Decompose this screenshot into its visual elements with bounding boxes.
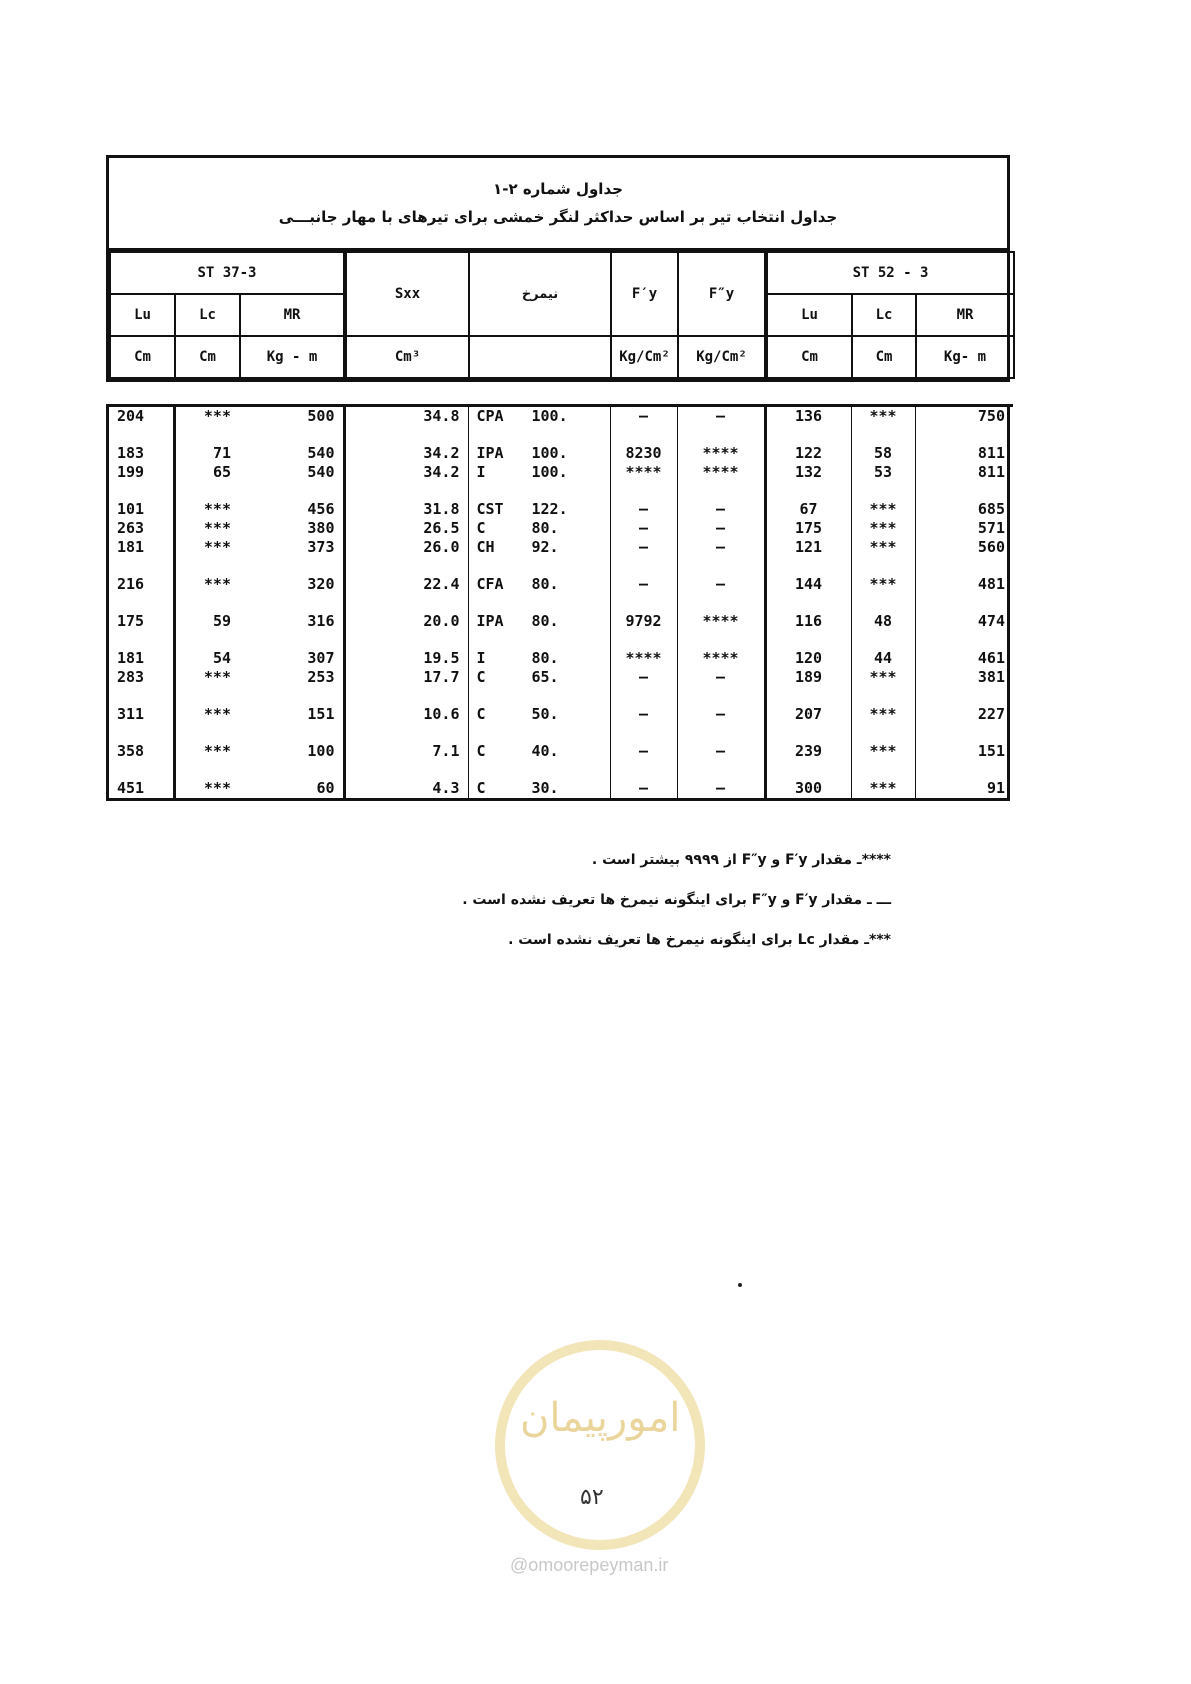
cell-profile	[468, 500, 610, 519]
cell-lu: 358	[109, 742, 174, 761]
cell-profile-type: I	[476, 649, 486, 667]
cell-profile	[468, 463, 610, 482]
cell-lu: 283	[109, 668, 174, 687]
cell-sxx: 4.3	[432, 779, 460, 797]
cell-mr: 456	[239, 500, 344, 519]
cell-fy2: —	[715, 779, 726, 797]
cell-lu2: 116	[765, 612, 851, 631]
cell-lc2: ***	[851, 742, 915, 761]
cell-lc2: 48	[851, 612, 915, 631]
table-row	[109, 779, 1013, 798]
unit-lu-2: Cm	[766, 336, 852, 378]
cell-profile-type: I	[476, 463, 486, 481]
cell-mr: 500	[239, 406, 344, 427]
cell-mr: 320	[239, 575, 344, 594]
cell-lc2: 44	[851, 649, 915, 668]
title-line-2: جداول انتخاب تیر بر اساس حداکثر لنگر خمشی برای تیرهای با مهار جانبـــی	[278, 208, 838, 226]
cell-mr: 540	[239, 444, 344, 463]
table-row	[109, 463, 1013, 482]
cell-mr2: 811	[915, 444, 1013, 463]
header-fy2: F″y	[678, 252, 766, 336]
unit-mr: Kg - m	[240, 336, 345, 378]
footnote-1: ****ـ مقدار F′y و F″y از ۹۹۹۹ بیشتر است .	[591, 852, 891, 868]
cell-mr2: 750	[915, 406, 1013, 427]
cell-profile	[468, 538, 610, 557]
cell-sxx: 34.2	[423, 463, 460, 481]
cell-lc2: ***	[851, 406, 915, 427]
cell-lc: 54	[212, 649, 231, 667]
cell-lc2: 58	[851, 444, 915, 463]
table-title	[106, 155, 1010, 248]
cell-lc2: 53	[851, 463, 915, 482]
cell-profile-size: 80.	[531, 612, 559, 630]
cell-fy2: —	[715, 668, 726, 686]
cell-mr: 316	[239, 612, 344, 631]
cell-lu2: 175	[765, 519, 851, 538]
cell-mr: 100	[239, 742, 344, 761]
cell-lu2: 67	[765, 500, 851, 519]
header-lc: Lc	[175, 294, 240, 336]
cell-fy1: —	[610, 500, 677, 519]
table-row	[109, 538, 1013, 557]
table-row	[109, 742, 1013, 761]
speck	[738, 1283, 742, 1287]
stamp-seal	[495, 1340, 705, 1550]
cell-lc: ***	[203, 705, 231, 723]
cell-lu: 175	[109, 612, 174, 631]
cell-lu: 263	[109, 519, 174, 538]
cell-profile-size: 100.	[531, 444, 568, 462]
cell-profile-size: 92.	[531, 538, 559, 556]
cell-lu: 311	[109, 705, 174, 724]
cell-fy1: ****	[610, 463, 677, 482]
cell-lc: ***	[203, 742, 231, 760]
cell-fy1: ****	[610, 649, 677, 668]
table-row	[109, 649, 1013, 668]
table-row	[109, 519, 1013, 538]
cell-mr2: 481	[915, 575, 1013, 594]
header-mr-2: MR	[916, 294, 1014, 336]
cell-lc2: ***	[851, 705, 915, 724]
cell-mr2: 811	[915, 463, 1013, 482]
cell-fy2: —	[715, 519, 726, 537]
row-gap	[109, 761, 1013, 779]
cell-fy1: —	[610, 575, 677, 594]
cell-profile-type: CPA	[476, 407, 504, 425]
cell-lu: 181	[109, 538, 174, 557]
cell-fy2: —	[715, 575, 726, 593]
cell-mr2: 151	[915, 742, 1013, 761]
header-lc-2: Lc	[852, 294, 916, 336]
table-row	[109, 705, 1013, 724]
cell-lc: 71	[212, 444, 231, 462]
cell-profile-type: CH	[476, 538, 495, 556]
cell-profile-type: C	[476, 705, 486, 723]
row-gap	[109, 557, 1013, 575]
cell-profile-size: 122.	[531, 500, 568, 518]
cell-fy1: —	[610, 705, 677, 724]
cell-fy1: —	[610, 779, 677, 798]
cell-fy1: —	[610, 519, 677, 538]
cell-mr2: 560	[915, 538, 1013, 557]
cell-fy2: —	[715, 705, 726, 723]
cell-sxx: 20.0	[423, 612, 460, 630]
cell-fy2: ****	[702, 649, 739, 667]
table-row	[109, 444, 1013, 463]
row-gap	[109, 482, 1013, 500]
cell-lc: 65	[212, 463, 231, 481]
title-line-1: جداول شماره ۲-۱	[493, 180, 623, 198]
watermark-text: @omoorepeyman.ir	[510, 1555, 669, 1575]
cell-sxx: 17.7	[423, 668, 460, 686]
row-gap	[109, 631, 1013, 649]
cell-fy1: 9792	[610, 612, 677, 631]
header-profile: نیمرخ	[469, 252, 611, 336]
cell-mr: 380	[239, 519, 344, 538]
cell-profile-size: 30.	[531, 779, 559, 797]
header-lu: Lu	[110, 294, 175, 336]
cell-mr2: 685	[915, 500, 1013, 519]
cell-lc: ***	[203, 500, 231, 518]
page-number: ۵۲	[580, 1485, 604, 1510]
cell-lc2: ***	[851, 519, 915, 538]
cell-lu: 204	[109, 406, 174, 427]
cell-lu2: 120	[765, 649, 851, 668]
cell-lc: 59	[212, 612, 231, 630]
cell-profile-type: IPA	[476, 444, 504, 462]
table-row	[109, 406, 1013, 427]
cell-fy2: ****	[702, 612, 739, 630]
header-fy1: F′y	[611, 252, 678, 336]
table-row	[109, 612, 1013, 631]
cell-lu: 101	[109, 500, 174, 519]
cell-fy2: —	[715, 742, 726, 760]
cell-lu2: 300	[765, 779, 851, 798]
cell-mr2: 474	[915, 612, 1013, 631]
cell-profile-size: 50.	[531, 705, 559, 723]
cell-profile-size: 80.	[531, 519, 559, 537]
cell-mr2: 461	[915, 649, 1013, 668]
table-row	[109, 575, 1013, 594]
header-st52: ST 52 - 3	[766, 252, 1014, 294]
cell-mr: 151	[239, 705, 344, 724]
cell-lc2: ***	[851, 538, 915, 557]
cell-mr: 60	[239, 779, 344, 798]
cell-profile-type: C	[476, 779, 486, 797]
unit-mr-2: Kg- m	[916, 336, 1014, 378]
cell-profile	[468, 668, 610, 687]
cell-fy2: ****	[702, 444, 739, 462]
footnote-3: ***ـ مقدار Lc برای اینگونه نیمرخ ها تعریف نشده است .	[508, 932, 891, 948]
cell-lc: ***	[203, 668, 231, 686]
cell-lu: 451	[109, 779, 174, 798]
cell-profile-type: IPA	[476, 612, 504, 630]
cell-profile	[468, 406, 610, 427]
cell-lu: 216	[109, 575, 174, 594]
cell-profile	[468, 519, 610, 538]
cell-fy1: —	[610, 668, 677, 687]
row-gap	[109, 724, 1013, 742]
header-st37: ST 37-3	[110, 252, 345, 294]
table-row	[109, 668, 1013, 687]
cell-lu2: 207	[765, 705, 851, 724]
cell-lc2: ***	[851, 668, 915, 687]
cell-lc2: ***	[851, 779, 915, 798]
cell-fy2: ****	[702, 463, 739, 481]
cell-lu: 181	[109, 649, 174, 668]
cell-sxx: 19.5	[423, 649, 460, 667]
cell-fy1: —	[610, 406, 677, 427]
cell-profile-type: C	[476, 742, 486, 760]
cell-fy1: 8230	[610, 444, 677, 463]
cell-profile	[468, 779, 610, 798]
cell-fy1: —	[610, 742, 677, 761]
cell-mr: 540	[239, 463, 344, 482]
cell-lc2: ***	[851, 500, 915, 519]
cell-profile-size: 40.	[531, 742, 559, 760]
cell-lc: ***	[174, 406, 239, 427]
cell-lu2: 239	[765, 742, 851, 761]
cell-lu2: 132	[765, 463, 851, 482]
cell-profile-size: 80.	[531, 575, 559, 593]
cell-lc: ***	[203, 519, 231, 537]
footnotes	[462, 840, 891, 960]
cell-lu2: 189	[765, 668, 851, 687]
cell-mr: 253	[239, 668, 344, 687]
unit-fy1: Kg/Cm²	[611, 336, 678, 378]
cell-profile	[468, 612, 610, 631]
header-lu-2: Lu	[766, 294, 852, 336]
cell-fy1: —	[610, 538, 677, 557]
cell-profile	[468, 575, 610, 594]
cell-profile	[468, 649, 610, 668]
cell-mr2: 227	[915, 705, 1013, 724]
row-gap	[109, 594, 1013, 612]
cell-sxx: 7.1	[432, 742, 460, 760]
cell-profile-size: 100.	[531, 407, 568, 425]
cell-profile-size: 65.	[531, 668, 559, 686]
cell-mr2: 91	[915, 779, 1013, 798]
cell-lu: 183	[109, 444, 174, 463]
cell-profile-type: C	[476, 668, 486, 686]
stamp-logo-text: امورپیمان	[520, 1395, 681, 1441]
cell-profile-size: 100.	[531, 463, 568, 481]
cell-mr: 373	[239, 538, 344, 557]
cell-lu2: 136	[765, 406, 851, 427]
cell-fy2: —	[715, 500, 726, 518]
table-header	[106, 248, 1010, 382]
cell-profile-type: CST	[476, 500, 504, 518]
unit-sxx: Cm³	[345, 336, 469, 378]
cell-lc: ***	[203, 779, 231, 797]
cell-profile	[468, 742, 610, 761]
cell-lu: 199	[109, 463, 174, 482]
table-sheet	[106, 155, 1010, 801]
unit-profile	[469, 336, 611, 378]
cell-lc2: ***	[851, 575, 915, 594]
footnote-2: ـــ ـ مقدار F′y و F″y برای اینگونه نیمرخ ها تعریف نشده است .	[462, 892, 891, 908]
cell-profile-size: 80.	[531, 649, 559, 667]
row-gap	[109, 426, 1013, 444]
header-sxx: Sxx	[345, 252, 469, 336]
header-mr: MR	[240, 294, 345, 336]
cell-sxx: 26.0	[423, 538, 460, 556]
cell-sxx: 22.4	[423, 575, 460, 593]
cell-sxx: 10.6	[423, 705, 460, 723]
cell-sxx: 31.8	[423, 500, 460, 518]
row-gap	[109, 687, 1013, 705]
cell-lc: ***	[203, 538, 231, 556]
table-row	[109, 500, 1013, 519]
unit-fy2: Kg/Cm²	[678, 336, 766, 378]
cell-profile-type: C	[476, 519, 486, 537]
cell-profile-type: CFA	[476, 575, 504, 593]
cell-lc: ***	[203, 575, 231, 593]
cell-fy2: —	[715, 538, 726, 556]
cell-profile	[468, 444, 610, 463]
cell-mr: 307	[239, 649, 344, 668]
cell-sxx: 34.2	[423, 444, 460, 462]
cell-mr2: 571	[915, 519, 1013, 538]
cell-sxx: 34.8	[344, 406, 468, 427]
cell-lu2: 122	[765, 444, 851, 463]
unit-lc: Cm	[175, 336, 240, 378]
unit-lc-2: Cm	[852, 336, 916, 378]
cell-lu2: 121	[765, 538, 851, 557]
cell-profile	[468, 705, 610, 724]
unit-lu: Cm	[110, 336, 175, 378]
cell-mr2: 381	[915, 668, 1013, 687]
cell-sxx: 26.5	[423, 519, 460, 537]
cell-lu2: 144	[765, 575, 851, 594]
cell-fy2: —	[677, 406, 765, 427]
table-body	[106, 404, 1010, 801]
